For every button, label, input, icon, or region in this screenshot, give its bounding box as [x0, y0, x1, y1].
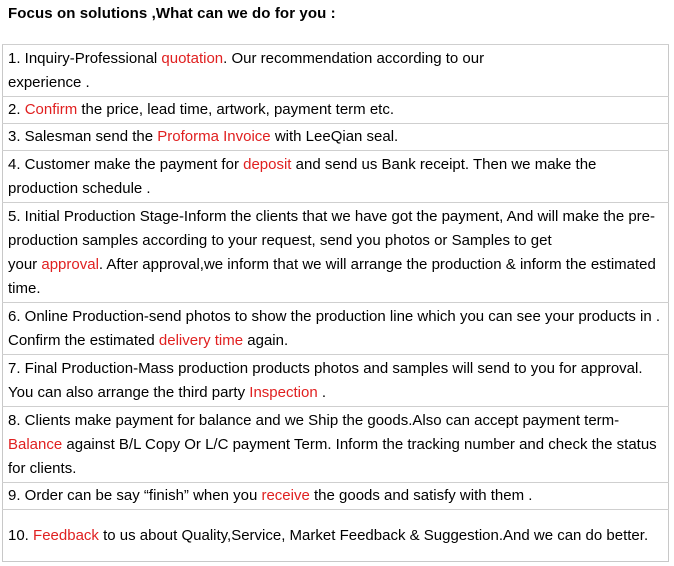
step-text-segment: the price, lead time, artwork, payment term etc.: [77, 101, 394, 118]
step-text-segment: 8. Clients make payment for balance and we Ship the goods.Also can accept payment term-: [8, 411, 620, 429]
step-text-segment: 7. Final Production-Mass production products photos and samples will send to you for approval. You can also arrange the third party: [8, 359, 643, 401]
step-text-segment: and send us Bank receipt. Then we make the production schedule .: [8, 155, 597, 197]
step-text: [3, 510, 669, 562]
step-text: [3, 97, 669, 124]
step-text-segment: .: [317, 383, 327, 401]
highlighted-term: Balance: [8, 435, 63, 453]
step-text-segment: the goods and satisfy with them .: [309, 487, 533, 504]
step-row: [3, 45, 669, 97]
step-row: [3, 203, 669, 303]
step-row: [3, 483, 669, 510]
step-text: [3, 151, 669, 203]
step-text: [3, 124, 669, 151]
step-text: [3, 355, 669, 407]
step-text-segment: again.: [243, 331, 289, 349]
step-text: [3, 407, 669, 483]
step-text-segment: your: [8, 255, 42, 273]
highlighted-term: quotation: [161, 49, 224, 67]
step-text: [3, 45, 669, 97]
step-text-segment: 1. Inquiry-Professional: [8, 49, 162, 67]
highlighted-term: approval: [41, 255, 99, 273]
step-text-segment: experience .: [8, 73, 90, 91]
highlighted-term: receive: [261, 487, 310, 504]
highlighted-term: Confirm: [24, 101, 78, 118]
step-row: [3, 510, 669, 562]
step-text: [3, 483, 669, 510]
highlighted-term: Inspection: [249, 383, 318, 401]
highlighted-term: deposit: [243, 155, 292, 173]
step-text-segment: 3. Salesman send the: [8, 128, 158, 145]
step-text-segment: . Our recommendation according to our: [223, 49, 485, 67]
step-row: [3, 303, 669, 355]
step-text: [3, 203, 669, 303]
step-text-segment: with LeeQian seal.: [270, 128, 399, 145]
step-text-segment: 2.: [8, 101, 25, 118]
highlighted-term: Feedback: [33, 526, 99, 544]
step-text-segment: against B/L Copy Or L/C payment Term. Inform the tracking number and check the status for clients.: [8, 435, 657, 477]
step-text: [3, 303, 669, 355]
step-row: [3, 151, 669, 203]
step-text-segment: 5. Initial Production Stage-Inform the clients that we have got the payment, And will make the pre-production samples according to your request, send you photos or Samples to get: [8, 207, 656, 249]
highlighted-term: delivery time: [158, 331, 244, 349]
page-heading: Focus on solutions ,What can we do for you :: [8, 5, 336, 22]
step-row: [3, 355, 669, 407]
step-row: [3, 97, 669, 124]
highlighted-term: Proforma Invoice: [157, 128, 271, 145]
step-row: [3, 124, 669, 151]
step-row: [3, 407, 669, 483]
step-text-segment: 6. Online Production-send photos to show the production line which you can see your products in . Confirm the estimated: [8, 307, 661, 349]
step-text-segment: 4. Customer make the payment for: [8, 155, 244, 173]
step-text-segment: to us about Quality,Service, Market Feedback & Suggestion.And we can do better.: [98, 526, 649, 544]
step-text-segment: . After approval,we inform that we will arrange the production & inform the estimated time.: [8, 255, 656, 297]
process-steps-table: [2, 44, 669, 562]
step-text-segment: 9. Order can be say “finish” when you: [8, 487, 262, 504]
step-text-segment: 10.: [8, 526, 34, 544]
